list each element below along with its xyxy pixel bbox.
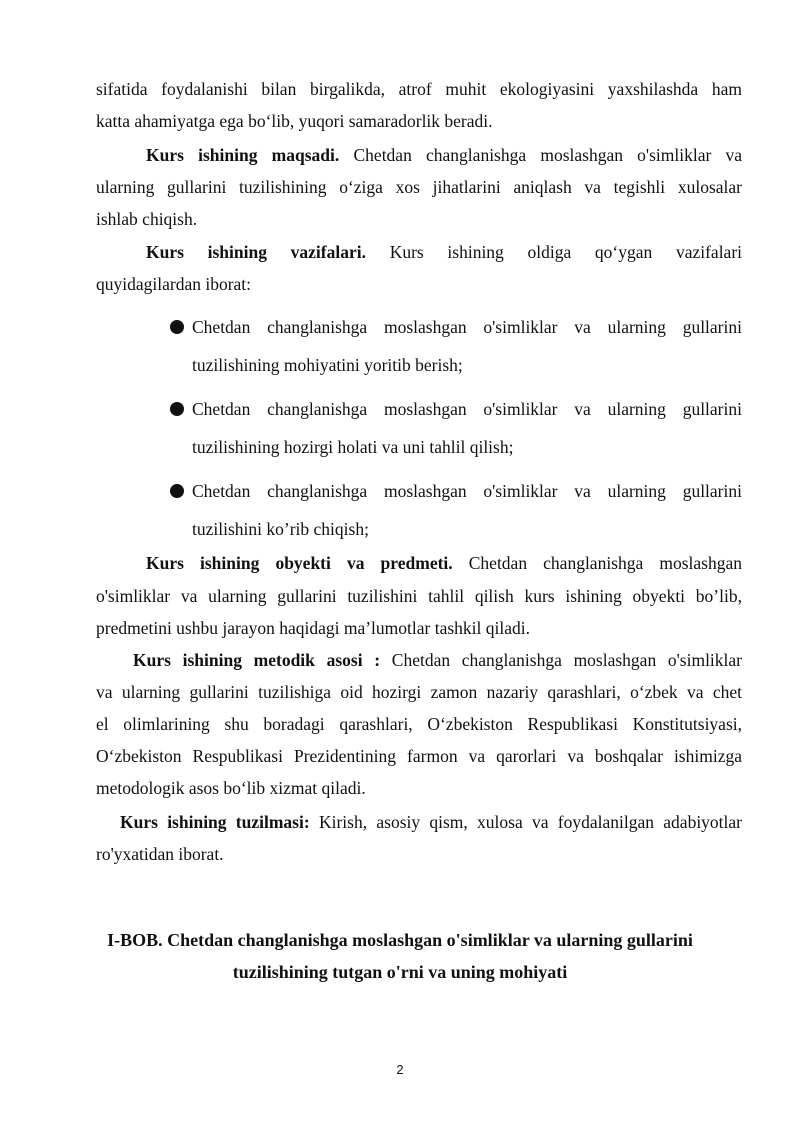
vazifalar-line-1 [146,241,742,263]
vazifalar-text: Kurs ishining oldiga qo‘ygan vazifalari [389,242,743,262]
tuzilma-label: Kurs ishining tuzilmasi: [120,812,310,832]
list-item-3-line-1: Chetdan changlanishga moslashgan o'simliklar va ularning gullarini [192,481,742,501]
obyekt-text: Chetdan changlanishga moslashgan [468,553,742,573]
metodik-line-2: va ularning gullarini tuzilishiga oid hozirgi zamon nazariy qarashlari, o‘zbek va chet [96,682,742,702]
chapter-title-line-2: tuzilishining tutgan o'rni va uning mohiyati [232,962,568,982]
maqsad-line-1 [146,144,742,166]
metodik-line-1 [133,649,742,671]
metodik-label: Kurs ishining metodik asosi : [133,650,381,670]
metodik-line-3: el olimlarining shu boradagi qarashlari, O‘zbekiston Respublikasi Konstitutsiyasi, [96,714,742,734]
list-item-1-line-1: Chetdan changlanishga moslashgan o'simliklar va ularning gullarini [192,317,742,337]
intro-line-2: katta ahamiyatga ega bo‘lib, yuqori samaradorlik beradi. [96,111,493,131]
obyekt-line-2: o'simliklar va ularning gullarini tuzilishini tahlil qilish kurs ishining obyekti bo’lib, [96,586,742,606]
obyekt-label: Kurs ishining obyekti va predmeti. [146,553,453,573]
metodik-line-5: metodologik asos bo‘lib xizmat qiladi. [96,778,366,798]
obyekt-line-3: predmetini ushbu jarayon haqidagi ma’lumotlar tashkil qiladi. [96,618,530,638]
maqsad-line-3: ishlab chiqish. [96,209,198,229]
list-item-3-line-2: tuzilishini ko’rib chiqish; [192,519,369,539]
list-item-1-line-2: tuzilishining mohiyatini yoritib berish; [192,355,463,375]
tuzilma-line-1 [120,811,742,833]
list-item-2-line-2: tuzilishining hozirgi holati va uni tahlil qilish; [192,437,514,457]
vazifalar-line-2: quyidagilardan iborat: [96,274,252,294]
bullet-icon [170,320,184,334]
vazifalar-label: Kurs ishining vazifalari. [146,242,366,262]
obyekt-line-1 [146,552,742,574]
maqsad-line-2: ularning gullarini tuzilishining o‘ziga xos jihatlarini aniqlash va tegishli xulosalar [96,177,742,197]
metodik-text: Chetdan changlanishga moslashgan o'simliklar [391,650,742,670]
tuzilma-line-2: ro'yxatidan iborat. [96,844,224,864]
chapter-title-line-1: I-BOB. Chetdan changlanishga moslashgan o'simliklar va ularning gullarini [107,930,693,950]
bullet-icon [170,402,184,416]
metodik-line-4: O‘zbekiston Respublikasi Prezidentining farmon va qarorlari va boshqalar ishimizga [96,746,742,766]
list-item-2-line-1: Chetdan changlanishga moslashgan o'simliklar va ularning gullarini [192,399,742,419]
page-number: 2 [396,1062,404,1077]
tuzilma-text: Kirish, asosiy qism, xulosa va foydalanilgan adabiyotlar [318,812,742,832]
intro-line-1: sifatida foydalanishi bilan birgalikda, atrof muhit ekologiyasini yaxshilashda ham [96,79,742,99]
bullet-icon [170,484,184,498]
maqsad-text: Chetdan changlanishga moslashgan o'simliklar va [353,145,743,165]
maqsad-label: Kurs ishining maqsadi. [146,145,340,165]
